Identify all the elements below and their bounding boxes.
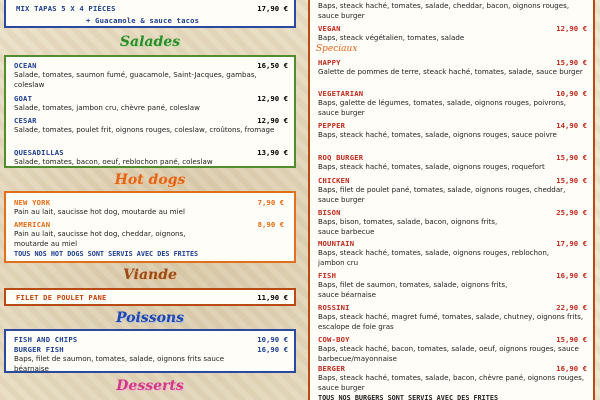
viande-box [4,288,296,306]
burger-item-cowboy [318,335,585,364]
burger-desc: Baps, bison, tomates, salade, bacon, oignons frits, sauce barbecue [318,217,498,236]
poisson-name: FISH AND CHIPS [14,335,78,344]
poisson-price: 10,90 € [257,335,288,344]
burger-item-happy [318,58,585,77]
salade-desc: Salade, tomates, poulet frit, oignons rouges, coleslaw, croûtons, fromage [14,125,275,134]
burger-price: 25,90 € [556,208,587,217]
burger-price: 15,90 € [556,335,587,344]
burger-desc: Baps, steack haché, bacon, tomates, salade, oeuf, oignons rouges, sauce barbecue/mayonnaise [318,344,579,363]
burger-item-mountain [318,239,585,268]
burger-item-pepper [318,121,585,140]
salade-desc: Salade, tomates, bacon, oeuf, reblochon pané, coleslaw [14,157,213,166]
burger-name: CHICKEN [318,176,350,185]
hotdog-price: 7,90 € [257,198,284,207]
salade-item-ocean [14,61,286,90]
tapas-price: 17,90 € [257,4,288,13]
burger-name: VEGETARIAN [318,89,364,98]
burger-price: 14,90 € [556,121,587,130]
tapas-box [4,0,296,28]
burger-item-roq [318,153,585,172]
burger-price: 15,90 € [556,58,587,67]
viande-price: 11,90 € [257,293,288,302]
burger-name: VEGAN [318,24,341,33]
burger-item-rossini [318,303,585,332]
salade-name: GOAT [14,94,33,103]
burger-item-top [318,1,585,21]
salade-price: 13,90 € [257,148,288,157]
burger-desc: Baps, steack haché, magret fumé, tomates, salade, chutney, oignons frits, escalope de foie gras [318,312,584,331]
burgers-note: TOUS NOS BURGERS SONT SERVIS AVEC DES FRITES [318,394,499,400]
poisson-item-fishchips [14,335,286,344]
speciaux-heading: Speciaux [316,44,358,54]
burger-price: 17,90 € [556,239,587,248]
hotdogs-heading: Hot dogs [114,172,186,188]
salade-price: 12,90 € [257,116,288,125]
hotdog-name: AMERICAN [14,220,51,229]
burger-price: 10,90 € [556,89,587,98]
salade-item-quesadillas [14,148,286,167]
burger-desc: Galette de pommes de terre, steack haché, tomates, salade, sauce burger [318,67,583,76]
hotdog-desc: Pain au lait, saucisse hot dog, moutarde au miel [14,207,185,216]
burger-item-vegan [318,24,585,43]
hotdog-item-newyork [14,198,286,217]
burger-desc: Baps, steack haché, tomates, salade, bacon, chèvre pané, oignons rouges, sauce burger [318,373,585,392]
hotdog-item-american [14,220,286,249]
burger-item-vegetarian [318,89,585,118]
burger-price: 16,90 € [556,364,587,373]
burger-price: 15,90 € [556,153,587,162]
salade-name: QUESADILLAS [14,148,64,157]
tapas-name: MIX TAPAS 5 X 4 PIÈCES [16,4,116,13]
burger-name: BISON [318,208,341,217]
burger-name: FISH [318,271,337,280]
salade-name: OCEAN [14,61,37,70]
poissons-box [4,329,296,373]
burger-desc: Baps, steack haché, tomates, salade, oignons rouges, roquefort [318,162,545,171]
burger-desc: Baps, filet de saumon, tomates, salade, oignons frits, sauce béarnaise [318,280,508,299]
burger-desc: Baps, steack haché, tomates, salade, cheddar, bacon, oignons rouges, sauce burger [318,1,570,20]
burgers-box [308,0,595,400]
burger-item-bison [318,208,585,237]
burger-desc: Baps, filet de poulet pané, tomates, salade, oignons rouges, cheddar, sauce burger [318,185,566,204]
hotdogs-note: TOUS NOS HOT DOGS SONT SERVIS AVEC DES FRITES [14,250,199,258]
poisson-price: 16,90 € [257,345,288,354]
hotdog-price: 8,90 € [257,220,284,229]
burger-price: 16,90 € [556,271,587,280]
burger-name: ROQ BURGER [318,153,364,162]
burger-name: ROSSINI [318,303,350,312]
salade-price: 16,50 € [257,61,288,70]
viande-heading: Viande [123,267,177,283]
desserts-heading: Desserts [116,378,184,394]
poisson-name: BURGER FISH [14,345,64,354]
viande-name: FILET DE POULET PANE [16,293,107,302]
salades-heading: Salades [119,34,181,50]
hotdog-desc: Pain au lait, saucisse hot dog, cheddar, oignons, moutarde au miel [14,229,186,248]
hotdogs-box [4,191,296,263]
hotdog-name: NEW YORK [14,198,51,207]
burger-price: 15,90 € [556,176,587,185]
burger-item-berger [318,364,585,393]
poissons-heading: Poissons [116,310,184,326]
burger-price: 22,90 € [556,303,587,312]
salade-item-goat [14,94,286,113]
burger-desc: Baps, galette de légumes, tomates, salade, oignons rouges, poivrons, sauce burger [318,98,567,117]
tapas-extra: + Guacamole & sauce tacos [86,16,200,25]
burger-name: COW-BOY [318,335,350,344]
burger-price: 12,90 € [556,24,587,33]
salade-desc: Salade, tomates, jambon cru, chèvre pané, coleslaw [14,103,200,112]
burger-name: BERGER [318,364,346,373]
burger-item-fish [318,271,585,300]
burger-name: MOUNTAIN [318,239,355,248]
poisson-desc: Baps, filet de saumon, tomates, salade, oignons frits sauce béarnaise [14,354,225,373]
salade-desc: Salade, tomates, saumon fumé, guacamole, Saint-Jacques, gambas, coleslaw [14,70,257,89]
burger-item-chicken [318,176,585,205]
burger-name: HAPPY [318,58,341,67]
salade-price: 12,90 € [257,94,288,103]
salade-item-cesar [14,116,286,135]
poisson-item-burgerfish [14,345,286,374]
burger-name: PEPPER [318,121,346,130]
burger-desc: Baps, steack haché, tomates, salade, oignons rouges, sauce poivre [318,130,557,139]
burger-desc: Baps, steack végétalien, tomates, salade [318,33,465,42]
burger-desc: Baps, steack haché, tomates, salade, oignons rouges, reblochon, jambon cru [318,248,550,267]
salades-box [4,55,296,168]
salade-name: CESAR [14,116,37,125]
